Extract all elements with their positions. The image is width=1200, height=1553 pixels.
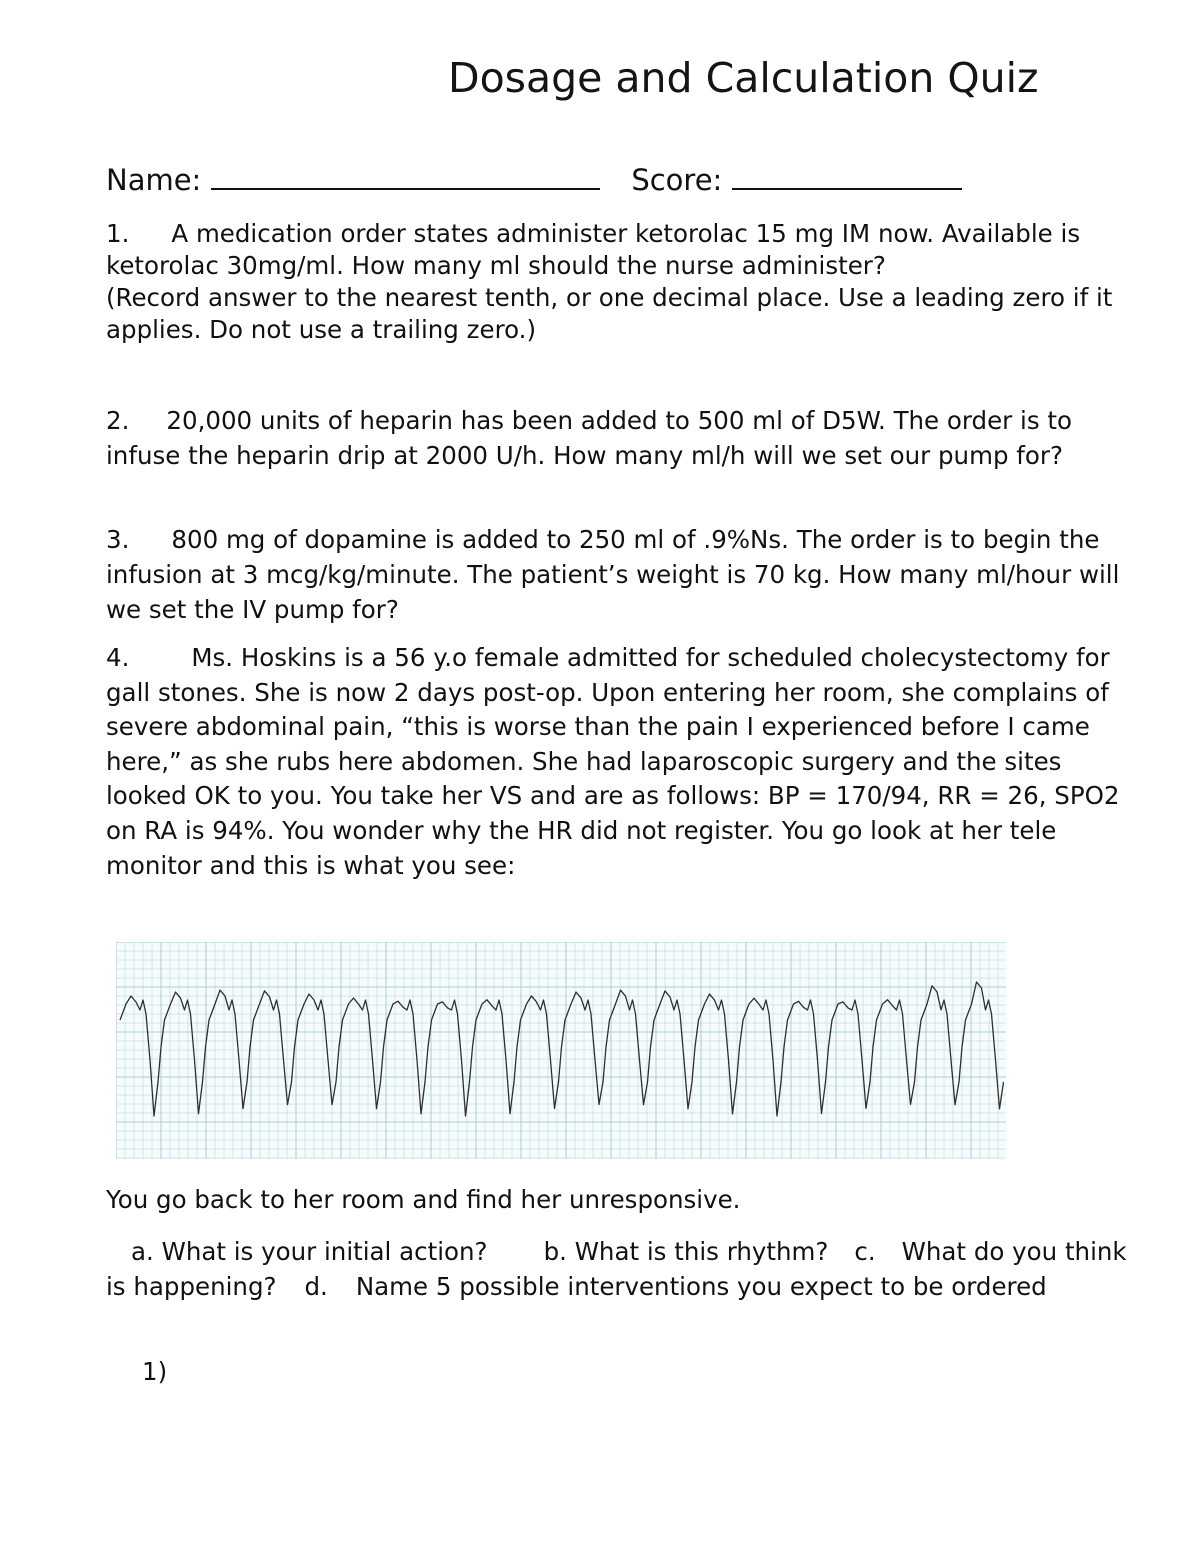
question-1-note: (Record answer to the nearest tenth, or one decimal place. Use a leading zero if it applies. Do not use a trailing zero.)	[106, 283, 1113, 344]
page-title: Dosage and Calculation Quiz	[448, 54, 1039, 102]
score-blank[interactable]	[732, 160, 962, 190]
question-3-number: 3.	[106, 525, 130, 554]
subquestion-d-text: Name 5 possible interventions you expect to be ordered	[355, 1272, 1047, 1301]
answer-item-1[interactable]: 1)	[142, 1357, 168, 1386]
question-1-number: 1.	[106, 219, 130, 248]
subquestion-b: b. What is this rhythm?	[543, 1237, 829, 1266]
followup-text: You go back to her room and find her unresponsive.	[106, 1185, 741, 1214]
name-score-line	[106, 160, 962, 200]
subquestion-d-label: d.	[304, 1272, 328, 1301]
question-2-number: 2.	[106, 406, 130, 435]
question-4-number: 4.	[106, 643, 130, 672]
name-blank[interactable]	[211, 160, 600, 190]
name-label: Name:	[106, 163, 202, 197]
subquestions	[106, 1234, 1146, 1304]
question-2-text: 20,000 units of heparin has been added to 500 ml of D5W. The order is to infuse the heparin drip at 2000 U/h. How many ml/h will we set our pump for?	[106, 406, 1072, 470]
score-label: Score:	[631, 163, 723, 197]
question-3-text: 800 mg of dopamine is added to 250 ml of .9%Ns. The order is to begin the infusion at 3 mcg/kg/minute. The patient’s weight is 70 kg. How many ml/hour will we set the IV pump for?	[106, 525, 1120, 624]
subquestion-c-text: What do you think is happening?	[106, 1237, 1127, 1301]
question-4-text: Ms. Hoskins is a 56 y.o female admitted for scheduled cholecystectomy for gall stones. She is now 2 days post-op. Upon entering her room, she complains of severe abdominal pain, “this is worse than the pain I experienced before I came here,” as she rubs here abdomen. She had laparoscopic surgery and the sites looked OK to you. You take her VS and are as follows: BP = 170/94, RR = 26, SPO2 on RA is 94%. You wonder why the HR did not register. You go look at her tele monitor and this is what you see:	[106, 643, 1120, 880]
question-3	[106, 522, 1146, 627]
subquestion-c-label: c.	[854, 1237, 876, 1266]
question-2	[106, 403, 1146, 473]
question-1	[106, 218, 1146, 346]
question-4	[106, 641, 1146, 883]
subquestion-a: a. What is your initial action?	[131, 1237, 488, 1266]
ecg-rhythm-strip	[116, 942, 1006, 1159]
question-1-text: A medication order states administer ketorolac 15 mg IM now. Available is ketorolac 30mg/ml. How many ml should the nurse administer?	[106, 219, 1081, 280]
